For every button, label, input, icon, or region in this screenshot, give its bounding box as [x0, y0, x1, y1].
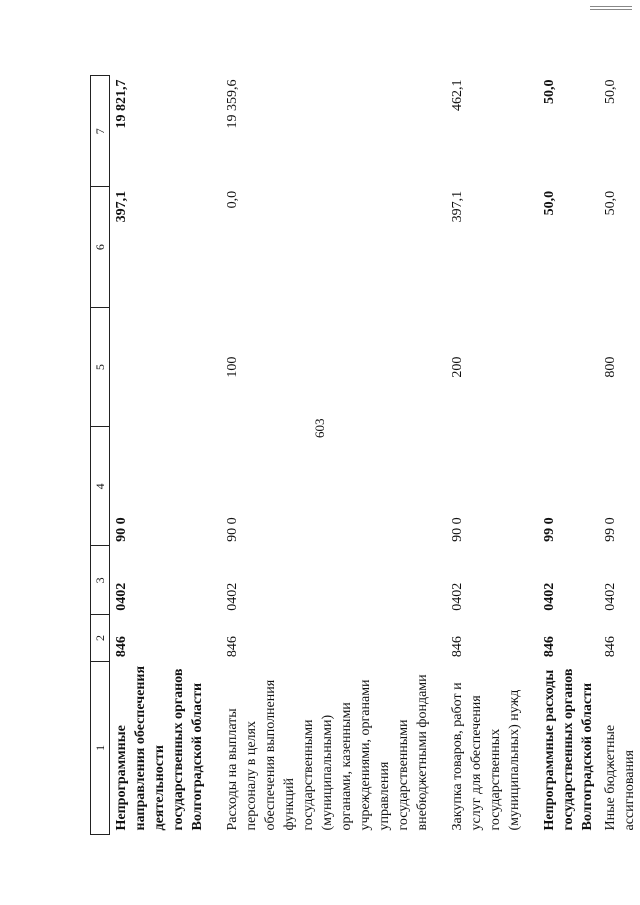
- row-amount-6: 0,0: [225, 190, 240, 209]
- row-expense-type: [538, 307, 599, 427]
- row-amount-6: 50,0: [603, 190, 618, 216]
- row-name: Непрограммные направления обеспечения деятельности государственных органов Волгоградской области: [114, 665, 205, 831]
- table-row: [538, 76, 599, 835]
- row-expense-type: [110, 307, 222, 427]
- row-amount-7: 19 821,7: [114, 79, 129, 129]
- row-admin-code: 846: [542, 636, 557, 658]
- row-section-code: 0402: [603, 582, 618, 611]
- table-row: [446, 76, 538, 835]
- row-admin-code: 846: [225, 636, 240, 658]
- row-target-code: 90 0: [225, 517, 240, 542]
- row-amount-7: 50,0: [542, 79, 557, 104]
- row-target-code: 99 0: [603, 517, 618, 542]
- row-name: Закупка товаров, работ и услуг для обеспечения государственных (муниципальных) нужд: [450, 682, 522, 831]
- header-row: [91, 76, 110, 835]
- row-amount-6: 50,0: [542, 190, 557, 216]
- row-section-code: 0402: [450, 582, 465, 611]
- row-target-code: 90 0: [450, 517, 465, 542]
- row-admin-code: 846: [114, 636, 129, 658]
- col-header-6: 6: [91, 187, 110, 307]
- table-row: [221, 76, 446, 835]
- table-row: [599, 76, 640, 835]
- row-amount-6: 397,1: [114, 190, 129, 223]
- row-name: Иные бюджетные ассигнования: [603, 724, 637, 831]
- row-amount-7: 50,0: [603, 79, 618, 104]
- row-target-code: 99 0: [542, 517, 557, 542]
- col-header-2: 2: [91, 615, 110, 661]
- row-section-code: 0402: [114, 582, 129, 611]
- row-amount-6: 397,1: [450, 190, 465, 223]
- col-header-3: 3: [91, 546, 110, 615]
- row-name: Непрограммные расходы государственных органов Волгоградской области: [542, 668, 595, 831]
- row-expense-type: 200: [450, 356, 465, 378]
- row-expense-type: 800: [603, 356, 618, 378]
- row-target-code: 90 0: [114, 517, 129, 542]
- row-amount-7: 462,1: [450, 79, 465, 111]
- table-row: [110, 76, 222, 835]
- page-number: 603: [312, 418, 327, 438]
- row-section-code: 0402: [542, 582, 557, 611]
- col-header-7: 7: [91, 76, 110, 187]
- row-amount-7: 19 359,6: [225, 79, 240, 129]
- row-admin-code: 846: [450, 636, 465, 658]
- row-expense-type: 100: [225, 356, 240, 378]
- scan-mark: [590, 6, 632, 10]
- row-name: Расходы на выплаты персоналу в целях обеспечения выполнения функций государственными (муниципальными) органами, казенными учреждениями, органами управления государственными внебюджетными фондами: [225, 674, 430, 831]
- row-section-code: 0402: [225, 582, 240, 611]
- col-header-1: 1: [91, 661, 110, 834]
- budget-table-rotated: [90, 75, 637, 835]
- row-admin-code: 846: [603, 636, 618, 658]
- budget-table: [90, 75, 640, 835]
- col-header-5: 5: [91, 307, 110, 427]
- col-header-4: 4: [91, 427, 110, 546]
